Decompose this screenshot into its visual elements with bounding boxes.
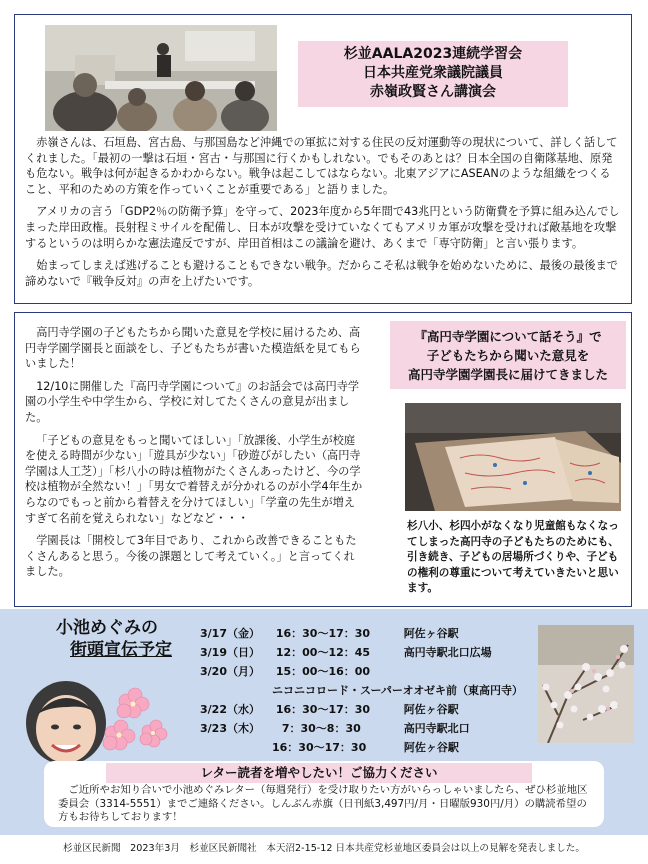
newspaper-footer: 杉並区民新聞 2023年3月 杉並区民新聞社 本天沼2-15-12 日本共産党杉並地区委員会は以上の見解を発表しました。 (63, 843, 585, 854)
schedule-date: 3/17（金） (200, 627, 260, 640)
article2-paragraph: 「子どもの意見をもっと聞いてほしい」「放課後、小学生が校庭を使える時間が少ない」「遊具が少ない」「砂遊びがしたい（高円寺学園は人工芝）」「杉八小の時は植物がたくさんあったけど、今の学校は植物が全然ない！」「男女で着替えが分かれるのが小学4年生からなのでもっと前から着替えを分けてほしい」「学童の先生が増えすぎて名前を覚えられない」などなど・・・ (25, 433, 363, 525)
article2-paragraph: 学園長は「開校して3年目であり、これから改善できることもたくさんあると思う。今後の課題として考えていく。」と言ってくれました。 (25, 534, 357, 579)
schedule-date: 3/20（月） (200, 665, 260, 678)
letter-box (44, 761, 604, 827)
lecture-photo (45, 25, 277, 131)
schedule-place: 阿佐ヶ谷駅 (403, 741, 459, 754)
article2-caption: 杉八小、杉四小がなくなり児童館もなくなってしまった高円寺の子どもたちのためにも、引き続き、子どもの居場所づくりや、子どもの権利の尊重について考えていきたいと思います。 (407, 520, 619, 594)
schedule-place: 高円寺駅北口 (403, 722, 470, 735)
article-koenji-gakuen (14, 312, 632, 607)
schedule-place: ニコニコロード・スーパーオオゼキ前（東高円寺） (272, 684, 524, 697)
candidate-portrait (14, 671, 174, 767)
schedule-row (200, 644, 492, 660)
schedule-date: 3/22（水） (200, 703, 260, 716)
article-aala-lecture (14, 14, 632, 304)
schedule-title (56, 617, 172, 661)
article2-heading (390, 321, 626, 389)
article1-paragraph: 赤嶺さんは、石垣島、宮古島、与那国島など沖縄での軍拡に対する住民の反対運動等の現状について、詳しく話してくれました。「最初の一撃は石垣・宮古・与那国に行くかもしれない。でもそのあとは？日本全国の自衛隊基地、原発も危ない。戦争は何が起きるかわからない。戦争は起こしてはならない。北東アジアにASEANのような組織をつくること、平和のための方策を作っていくことが重要である」と語りました。 (25, 136, 618, 196)
article1-body (25, 135, 621, 296)
schedule-row (272, 739, 459, 755)
letter-body: ご近所やお知り合いで小池めぐみレター（毎週発行）を受け取りたい方がいらっしゃいましたら、ぜひ杉並地区委員会（3314-5551）までご連絡ください。しんぶん赤旗（日刊紙3,497円/月・日曜版930円/月）の購読希望の方もお待ちしております！ (58, 784, 588, 823)
article2-heading-line2: 子どもたちから聞いた意見を (426, 348, 590, 363)
schedule-title-line1: 小池めぐみの (56, 618, 158, 638)
article2-heading-line1: 『高円寺学園について話そう』で (414, 329, 602, 344)
article1-heading-line1: 杉並AALA2023連続学習会 (343, 46, 523, 62)
schedule-place: 阿佐ヶ谷駅 (403, 703, 459, 716)
article2-heading-line3: 高円寺学園学園長に届けてきました (407, 367, 608, 382)
schedule-time: 12：00〜12：45 (275, 646, 371, 659)
schedule-row (200, 720, 470, 736)
posters-photo (405, 403, 621, 511)
schedule-title-line2: 街頭宣伝予定 (70, 640, 172, 660)
article2-paragraph: 高円寺学園の子どもたちから聞いた意見を学校に届けるため、高円寺学園学園長と面談をし、子どもたちが書いた模造紙を見てもらいました！ (25, 326, 361, 371)
schedule-place: 阿佐ヶ谷駅 (403, 627, 459, 640)
article1-heading (298, 41, 568, 107)
schedule-time: 16：30〜17：30 (275, 703, 371, 716)
schedule-row (200, 701, 459, 717)
article1-heading-line3: 赤嶺政賢さん講演会 (370, 84, 496, 100)
plum-blossom-photo (538, 625, 634, 743)
schedule-time: 16：30〜17：30 (272, 741, 367, 754)
schedule-row (200, 663, 400, 679)
article2-paragraph: 12/10に開催した『高円寺学園について』のお話会では高円寺学園の小学生や中学生から、学校に対してたくさんの意見が出ました。 (25, 379, 360, 424)
schedule-time: 16：30〜17：30 (275, 627, 371, 640)
schedule-row (200, 625, 459, 641)
schedule-place: 高円寺駅北口広場 (403, 646, 492, 659)
letter-title: レター読者を増やしたい！ご協力ください (106, 763, 532, 783)
article1-paragraph: 始まってしまえば逃げることも避けることもできない戦争。だからこそ私は戦争を始めないために、最後の最後まで諦めないで『戦争反対』の声を上げたいです。 (25, 259, 618, 288)
schedule-band (0, 609, 648, 835)
article1-heading-line2: 日本共産党衆議院議員 (363, 65, 503, 81)
schedule-time: 15：00〜16：00 (275, 665, 371, 678)
schedule-date: 3/23（木） (200, 722, 260, 735)
article2-body (25, 325, 365, 587)
schedule-time: 7：30〜8：30 (281, 722, 361, 735)
schedule-date: 3/19（日） (200, 646, 260, 659)
article1-paragraph: アメリカの言う「GDP2％の防衛予算」を守って、2023年度から5年間で43兆円という防衛費を予算に組み込んでしまった岸田政権。長射程ミサイルを配備し、日本が攻撃を受けていなくてもアメリカ軍が攻撃を受ければ敵基地を攻撃するというのは明らかな憲法違反ですが、岸田首相はこの議論を避け、あくまで「専守防衛」と言い張ります。 (25, 205, 620, 250)
schedule-row (272, 682, 523, 698)
